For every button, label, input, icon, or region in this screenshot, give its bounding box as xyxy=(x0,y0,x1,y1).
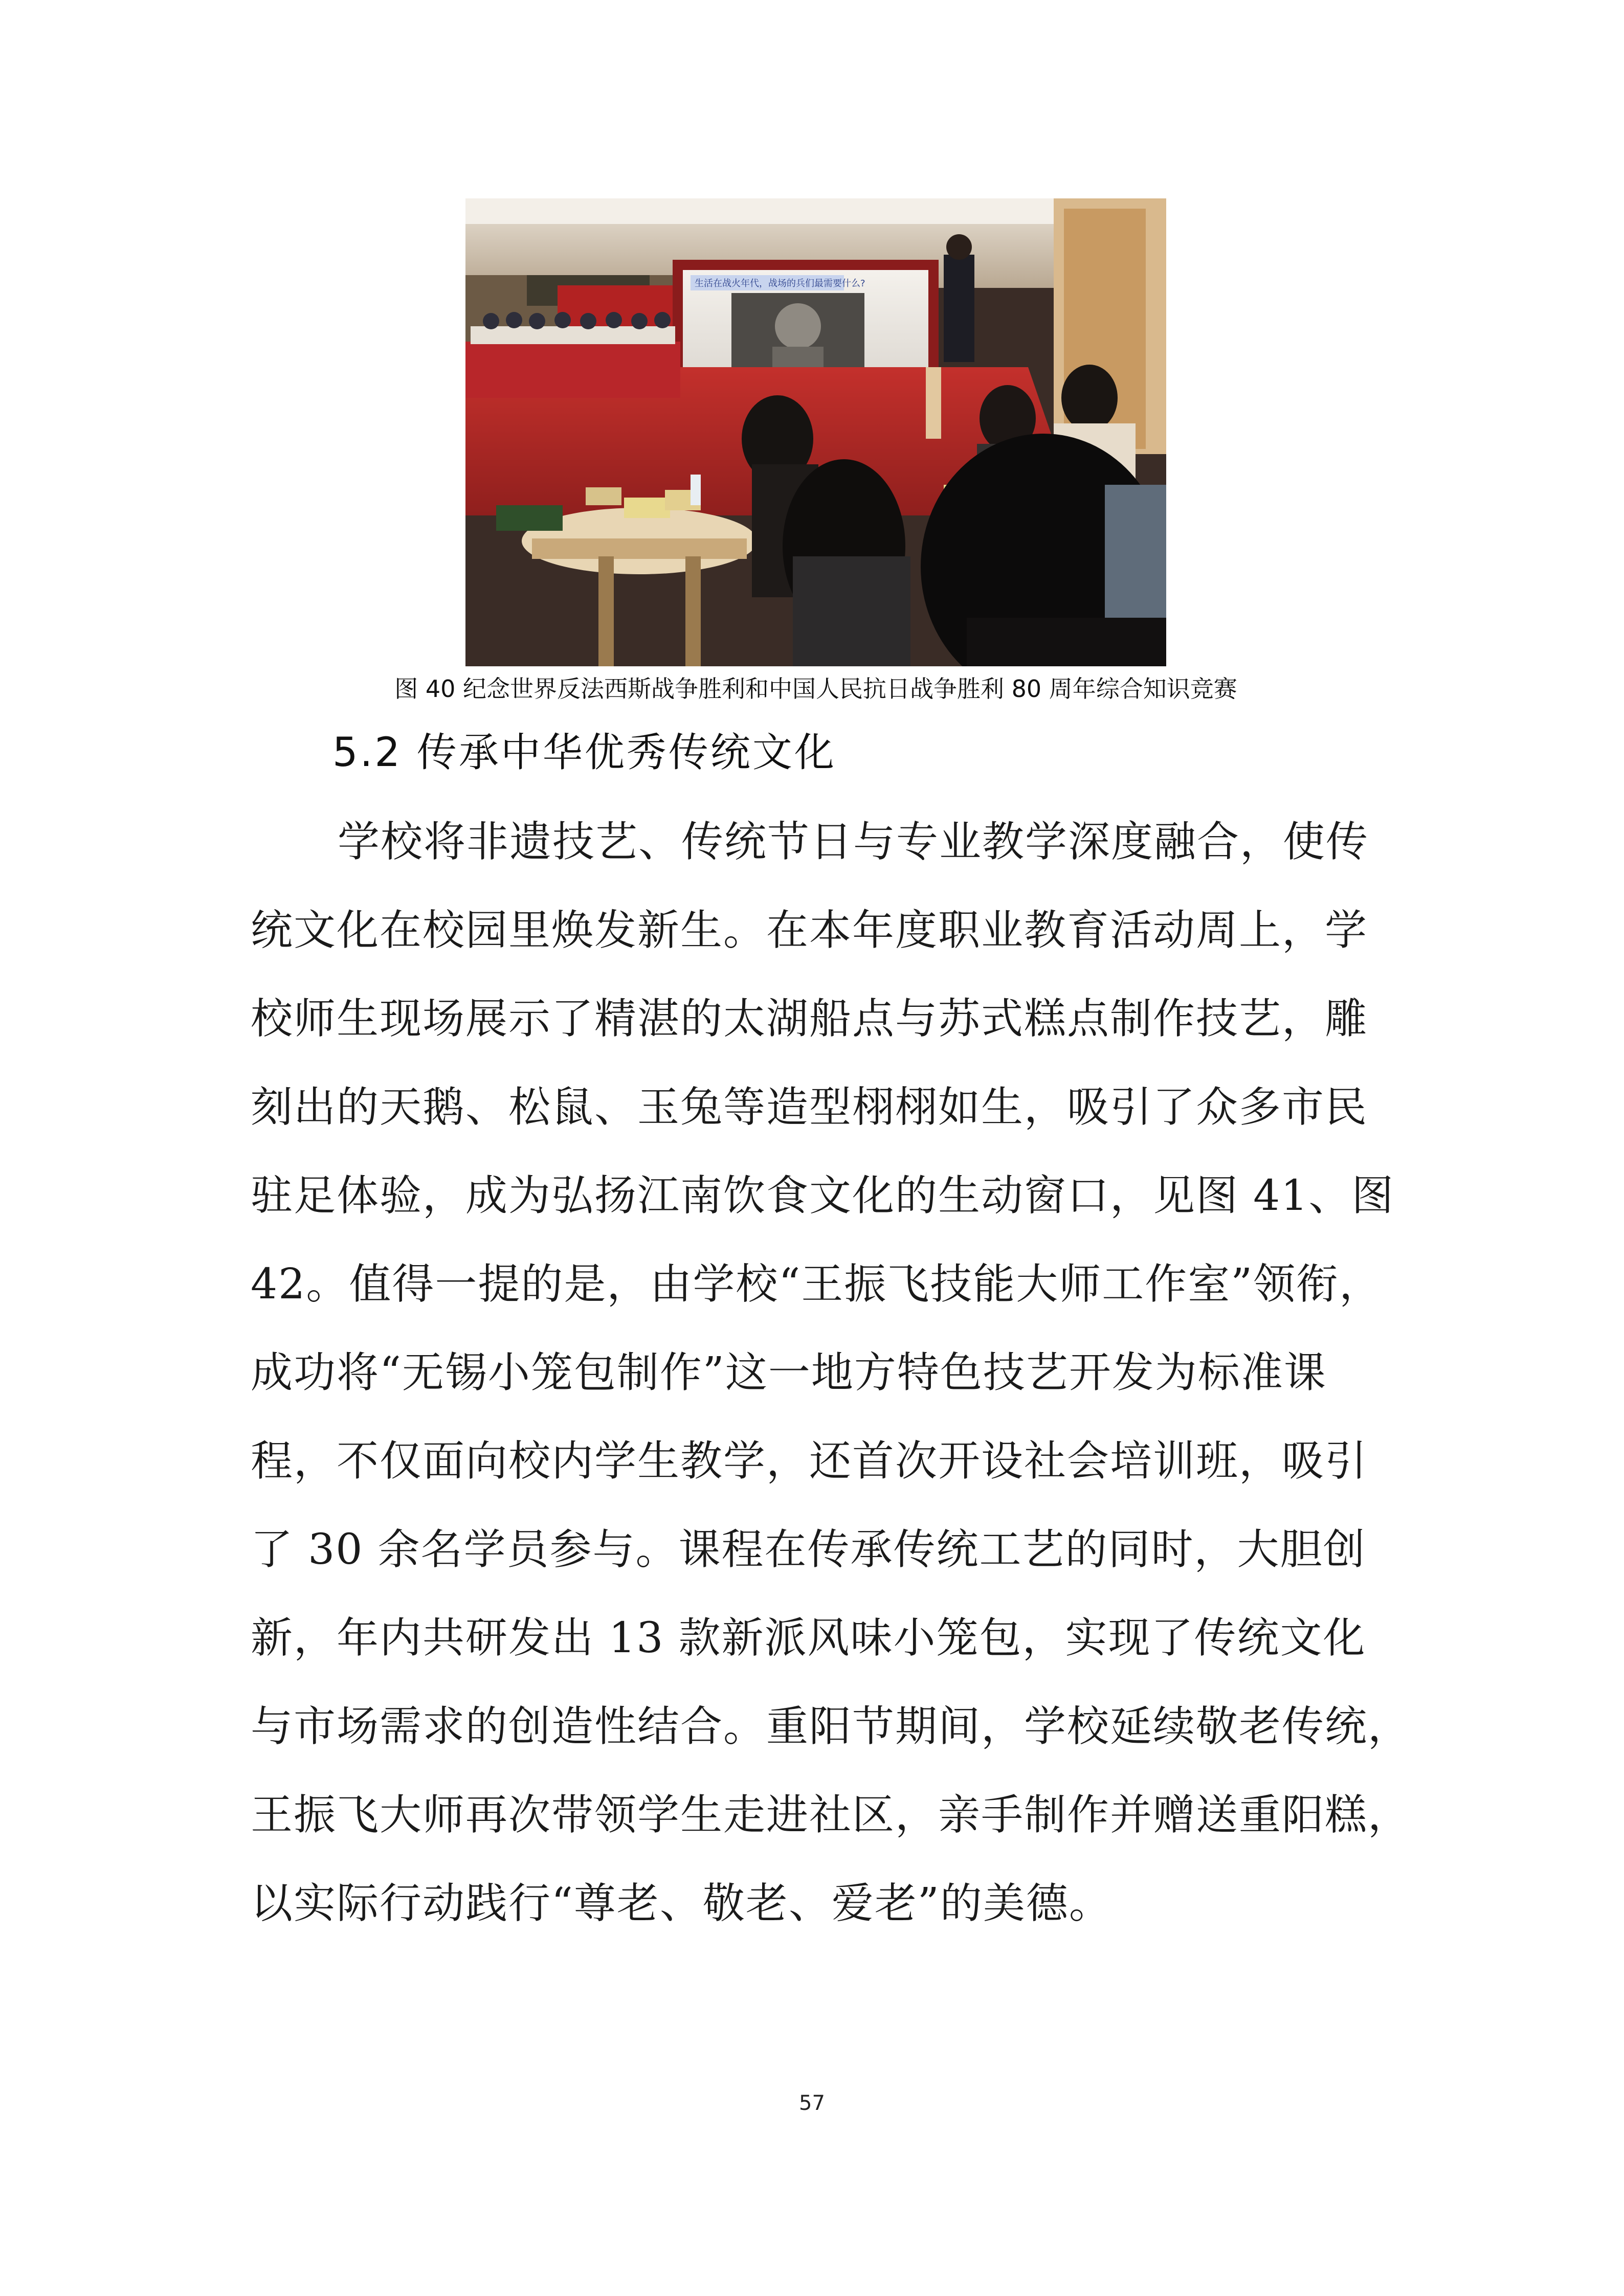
paragraph-line: 程，不仅面向校内学生教学，还首次开设社会培训班，吸引 xyxy=(251,1437,1368,1485)
screen-question-text: 生活在战火年代，战场的兵们最需要什么? xyxy=(695,278,865,289)
paragraph-line: 刻出的天鹅、松鼠、玉兔等造型栩栩如生，吸引了众多市民 xyxy=(251,1083,1368,1132)
paragraph-line: 与市场需求的创造性结合。重阳节期间，学校延续敬老传统， xyxy=(251,1702,1411,1751)
paragraph-line: 以实际行动践行“尊老、敬老、爱老”的美德。 xyxy=(251,1879,1112,1928)
body-paragraph xyxy=(251,798,1411,1948)
figure-caption: 图 40 纪念世界反法西斯战争胜利和中国人民抗日战争胜利 80 周年综合知识竞赛 xyxy=(394,675,1237,703)
paragraph-line: 王振飞大师再次带领学生走进社区，亲手制作并赠送重阳糕， xyxy=(251,1791,1411,1839)
paragraph-line: 校师生现场展示了精湛的太湖船点与苏式糕点制作技艺，雕 xyxy=(251,995,1368,1043)
paragraph-line: 新，年内共研发出 13 款新派风味小笼包，实现了传统文化 xyxy=(251,1614,1366,1662)
paragraph-line: 了 30 余名学员参与。课程在传承传统工艺的同时，大胆创 xyxy=(251,1525,1366,1574)
paragraph-line: 学校将非遗技艺、传统节日与专业教学深度融合，使传 xyxy=(338,818,1369,866)
paragraph-line: 42。值得一提的是，由学校“王振飞技能大师工作室”领衔， xyxy=(251,1260,1383,1309)
figure-photo-quiz-competition xyxy=(465,198,1166,666)
page-number: 57 xyxy=(799,2091,825,2115)
paragraph-line: 驻足体验，成为弘扬江南饮食文化的生动窗口，见图 41、图 xyxy=(251,1172,1395,1220)
paragraph-line: 成功将“无锡小笼包制作”这一地方特色技艺开发为标准课 xyxy=(251,1348,1327,1397)
section-heading: 5.2 传承中华优秀传统文化 xyxy=(332,730,836,776)
paragraph-line: 统文化在校园里焕发新生。在本年度职业教育活动周上，学 xyxy=(251,906,1368,955)
